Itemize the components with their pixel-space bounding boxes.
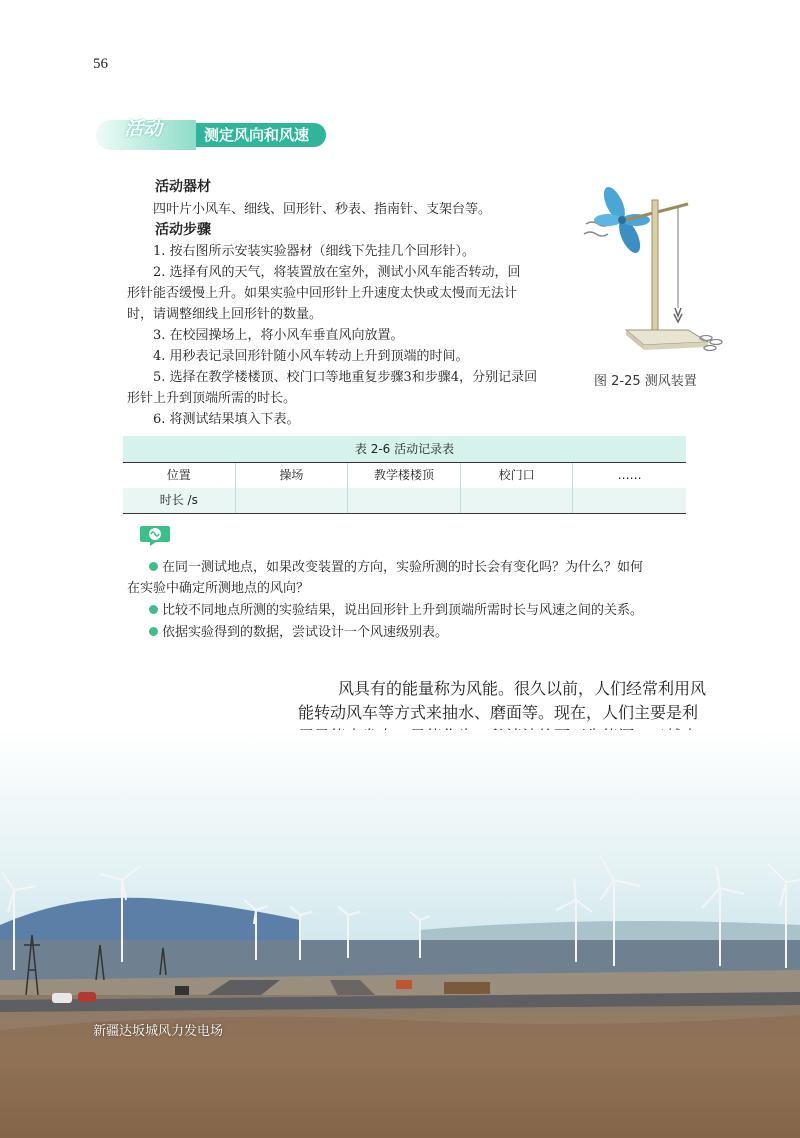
question-text: 依据实验得到的数据，尝试设计一个风速级别表。 — [162, 625, 449, 640]
table-cell: 时长 /s — [123, 488, 236, 513]
step-line: 4. 用秒表记录回形针随小风车转动上升到顶端的时间。 — [153, 349, 469, 364]
step-line: 3. 在校园操场上，将小风车垂直风向放置。 — [153, 328, 404, 343]
activity-title: 测定风向和风速 — [196, 123, 326, 147]
table-cell — [348, 488, 461, 513]
question-text: 在同一测试地点，如果改变装置的方向，实验所测的时长会有变化吗？为什么？如何 — [162, 560, 644, 575]
step-line: 1. 按右图所示安装实验器材（细线下先挂几个回形针）。 — [153, 244, 476, 259]
bullet-icon — [149, 605, 158, 614]
materials-text: 四叶片小风车、细线、回形针、秒表、指南针、支架台等。 — [153, 202, 492, 217]
step-line: 时，请调整细线上回形针的数量。 — [127, 307, 323, 322]
bullet-icon — [149, 562, 158, 571]
activity-record-table — [123, 436, 686, 514]
paper-clip-icon — [675, 308, 681, 316]
fan-blades-icon — [594, 184, 650, 256]
step-line: 形针上升到顶端所需的时长。 — [127, 391, 297, 406]
question-text: 在实验中确定所测地点的风向？ — [127, 581, 310, 596]
table-header-cell: 校门口 — [461, 463, 574, 488]
wind-device-illustration — [578, 180, 738, 360]
table-cell — [461, 488, 574, 513]
table-header-cell: 操场 — [236, 463, 349, 488]
main-paragraph-line: 能转动风车等方式来抽水、磨面等。现在，人们主要是利 — [298, 703, 699, 722]
photo-caption: 新疆达坂城风力发电场 — [93, 1024, 224, 1039]
table-cell — [573, 488, 686, 513]
activity-banner — [96, 120, 328, 150]
question-item — [149, 621, 448, 640]
page-number: 56 — [93, 56, 108, 72]
table-header-row — [123, 462, 686, 488]
table-header-cell: 教学楼楼顶 — [348, 463, 461, 488]
table-header-cell: 位置 — [123, 463, 236, 488]
question-item — [149, 556, 643, 575]
table-row — [123, 488, 686, 514]
step-line: 5. 选择在教学楼楼顶、校门口等地重复步骤3和步骤4，分别记录回 — [153, 370, 538, 385]
step-line: 2. 选择有风的天气，将装置放在室外，测试小风车能否转动，回 — [153, 265, 521, 280]
question-text: 比较不同地点所测的实验结果，说出回形针上升到顶端所需时长与风速之间的关系。 — [162, 603, 644, 618]
table-cell — [236, 488, 349, 513]
discussion-icon — [140, 522, 170, 546]
step-line: 形针能否缓慢上升。如果实验中回形针上升速度太快或太慢而无法计 — [127, 286, 518, 301]
activity-tag-label: 活动 — [124, 118, 163, 140]
step-line: 6. 将测试结果填入下表。 — [153, 412, 300, 427]
bullet-icon — [149, 627, 158, 636]
table-title: 表 2-6 活动记录表 — [123, 436, 686, 462]
question-item — [149, 599, 643, 618]
main-paragraph-line: 风具有的能量称为风能。很久以前，人们经常利用风 — [338, 679, 707, 698]
vertical-post — [652, 200, 658, 335]
materials-heading: 活动器材 — [155, 179, 211, 195]
activity-tag — [96, 120, 196, 150]
steps-heading: 活动步骤 — [155, 222, 211, 238]
table-header-cell: …… — [617, 468, 642, 482]
wind-farm-photo — [0, 730, 800, 1138]
figure-caption: 图 2-25 测风装置 — [594, 374, 697, 389]
